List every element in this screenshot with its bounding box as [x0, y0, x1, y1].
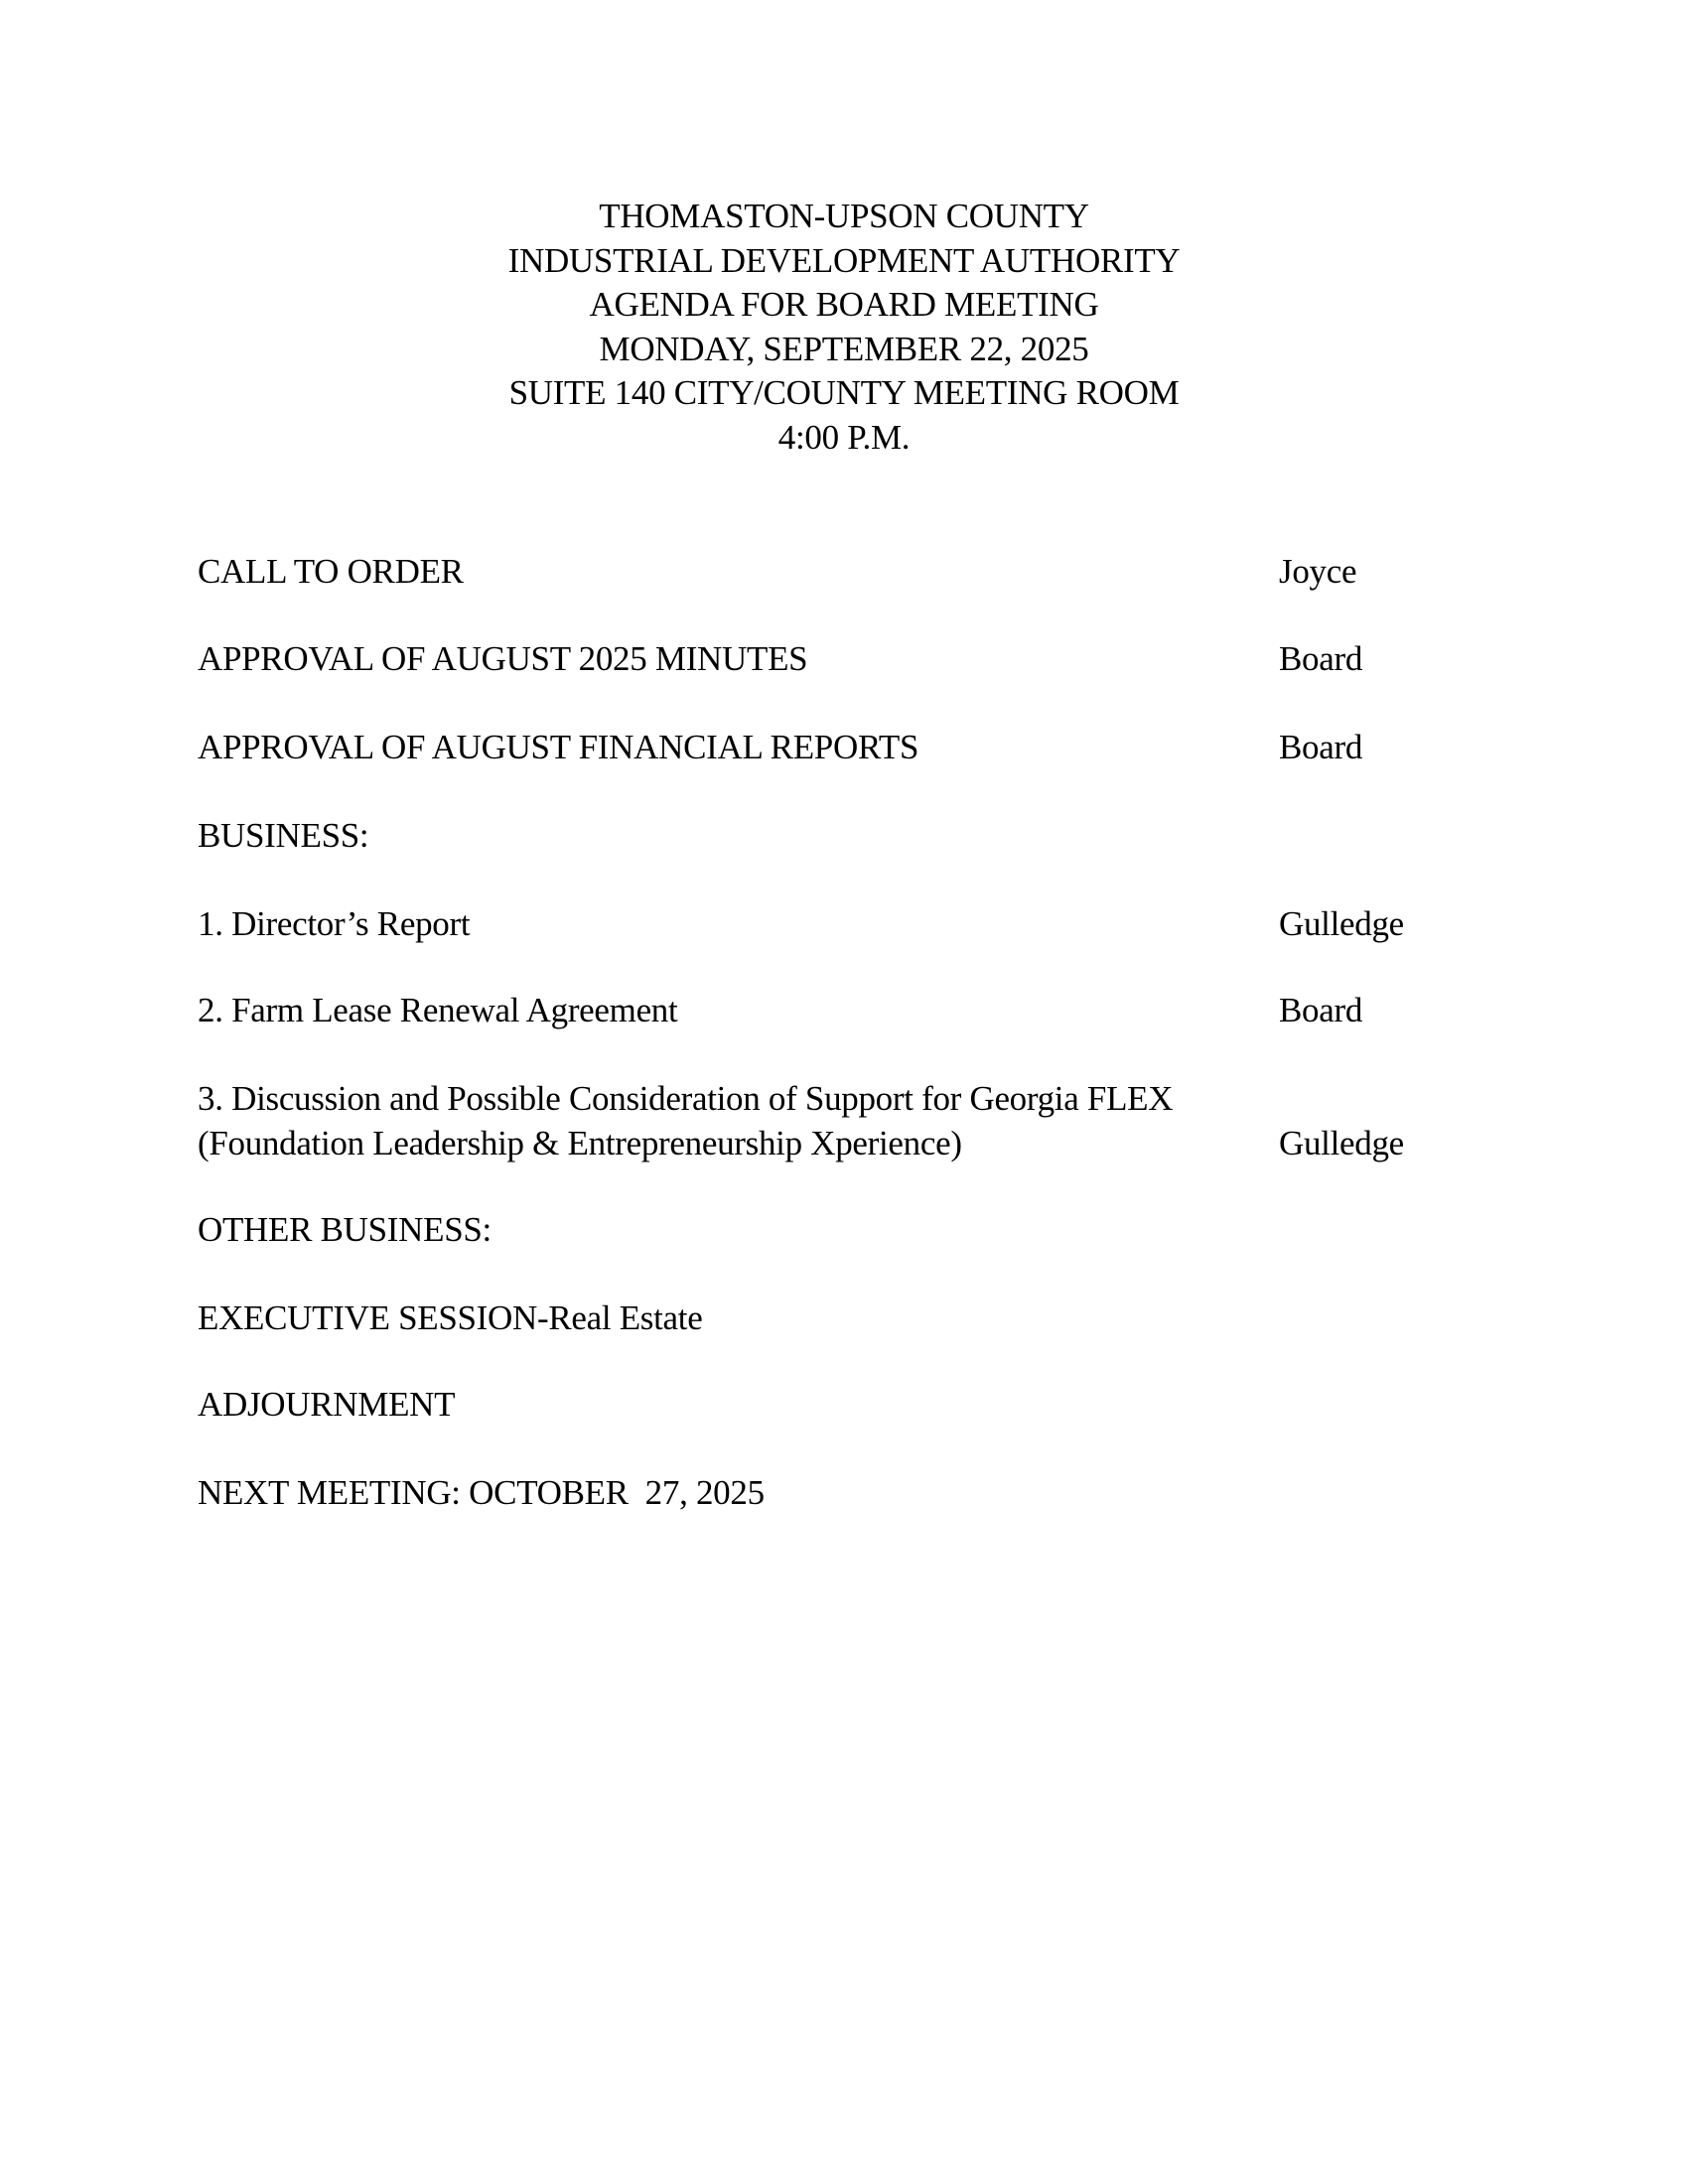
next-meeting-date: NEXT MEETING: OCTOBER 27, 2025 [198, 1473, 765, 1512]
other-business-heading [198, 1208, 1488, 1252]
agenda-presenter: Gulledge [1279, 1123, 1404, 1162]
agenda-header [0, 195, 1688, 461]
agenda-item-line2-wrap [198, 1122, 1488, 1166]
agenda-presenter: Board [1279, 991, 1363, 1029]
agenda-item: EXECUTIVE SESSION-Real Estate [198, 1298, 703, 1337]
adjournment [198, 1383, 1488, 1427]
agenda-row-approval-minutes [198, 637, 1488, 681]
agenda-item: APPROVAL OF AUGUST 2025 MINUTES [198, 639, 808, 678]
agenda-item-line1: 3. Discussion and Possible Consideration of Support for Georgia FLEX [198, 1079, 1174, 1118]
agenda-item: 2. Farm Lease Renewal Agreement [198, 991, 678, 1029]
agenda-item: CALL TO ORDER [198, 552, 464, 591]
agenda-row-call-to-order [198, 550, 1488, 594]
section-heading: OTHER BUSINESS: [198, 1210, 492, 1249]
meeting-date: MONDAY, SEPTEMBER 22, 2025 [599, 329, 1089, 368]
meeting-time: 4:00 P.M. [777, 417, 911, 457]
agenda-item-line2: (Foundation Leadership & Entrepreneurship Xperience) [198, 1123, 962, 1162]
agenda-row-directors-report [198, 902, 1488, 946]
executive-session [198, 1297, 1488, 1340]
agenda-presenter: Gulledge [1279, 904, 1404, 943]
agenda-item: 1. Director’s Report [198, 904, 471, 943]
agenda-row-farm-lease [198, 989, 1488, 1032]
agenda-item: ADJOURNMENT [198, 1385, 456, 1424]
next-meeting [198, 1471, 1488, 1515]
agenda-presenter: Board [1279, 728, 1363, 766]
agenda-title: AGENDA FOR BOARD MEETING [589, 285, 1099, 325]
agenda-presenter: Joyce [1279, 552, 1357, 591]
business-heading [198, 814, 1488, 858]
agenda-item: APPROVAL OF AUGUST FINANCIAL REPORTS [198, 728, 919, 766]
organization-name: THOMASTON-UPSON COUNTY [599, 197, 1089, 235]
agenda-row-georgia-flex [198, 1077, 1488, 1165]
meeting-location: SUITE 140 CITY/COUNTY MEETING ROOM [508, 373, 1180, 413]
agenda-presenter: Board [1279, 639, 1363, 678]
section-heading: BUSINESS: [198, 816, 369, 855]
agenda-row-approval-financial [198, 726, 1488, 769]
authority-name: INDUSTRIAL DEVELOPMENT AUTHORITY [507, 240, 1181, 280]
